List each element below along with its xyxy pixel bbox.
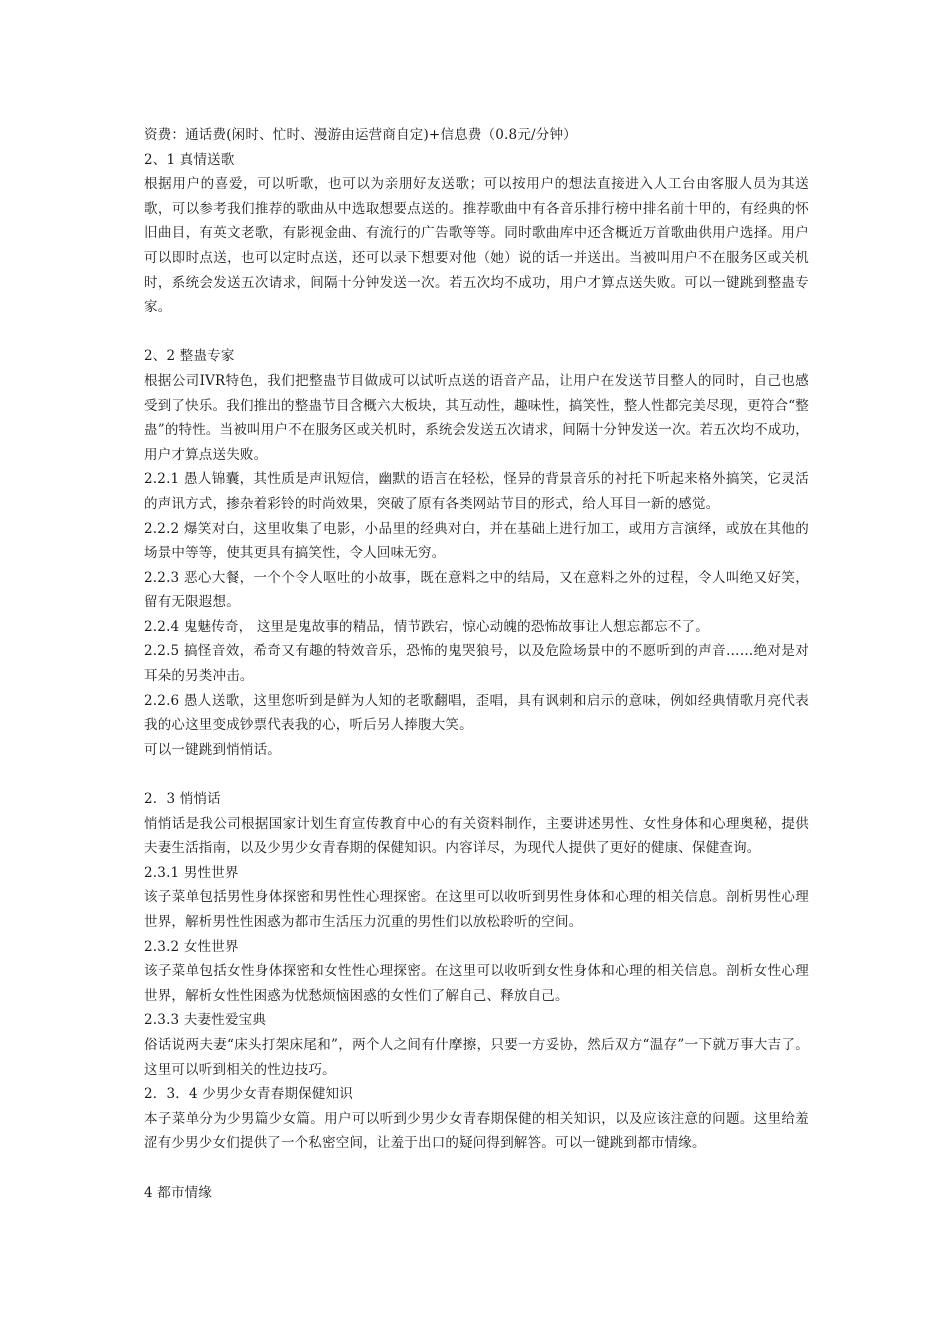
item-2-2-6: 2.2.6 愚人送歌，这里您听到是鲜为人知的老歌翻唱，歪唱，具有讽刺和启示的意味，例如经典情歌月亮代表我的心这里变成钞票代表我的心，听后另人捧腹大笑。 (144, 692, 809, 734)
subheading-2-3-4: 2．3．4 少男少女青春期保健知识 (144, 1086, 353, 1103)
section-2-2-paragraph: 根据公司IVR特色，我们把整蛊节目做成可以试听点送的语音产品，让用户在发送节目整人的同时，自己也感受到了快乐。我们推出的整蛊节目含概六大板块，其互动性，趣味性，搞笑性，整人性都完美尽现，更符合“整蛊”的特性。当被叫用户不在服务区或关机时，系统会发送五次请求，间隔十分钟发送一次。若五次均不成功，用户才算点送失败。 (144, 372, 809, 463)
subheading-2-3-2: 2.3.2 女性世界 (144, 938, 239, 955)
item-2-3-4-paragraph: 本子菜单分为少男篇少女篇。用户可以听到少男少女青春期保健的相关知识，以及应该注意的问题。这里给羞涩有少男少女们提供了一个私密空间，让羞于出口的疑问得到解答。可以一键跳到都市情缘。 (144, 1110, 809, 1152)
fee-line: 资费：通话费(闲时、忙时、漫游由运营商自定)+信息费（0.8元/分钟） (144, 127, 577, 143)
jump-note-2-2: 可以一键跳到悄悄话。 (144, 741, 281, 758)
section-heading-4: 4 都市情缘 (144, 1184, 213, 1201)
blank-line (144, 1156, 809, 1181)
section-heading-2-3: 2．3 悄悄话 (144, 791, 221, 808)
subheading-2-3-3: 2.3.3 夫妻性爱宝典 (144, 1012, 267, 1029)
blank-line (144, 762, 809, 787)
item-2-2-2: 2.2.2 爆笑对白，这里收集了电影，小品里的经典对白，并在基础上进行加工，或用方言演绎，或放在其他的场景中等等，使其更具有搞笑性，令人回味无穷。 (144, 520, 809, 562)
section-2-1-paragraph: 根据用户的喜爱，可以听歌，也可以为亲朋好友送歌；可以按用户的想法直接进入人工台由客服人员为其送歌，可以参考我们推荐的歌曲从中选取想要点送的。推荐歌曲中有各音乐排行榜中排名前十甲的，有经典的怀旧曲目，有英文老歌，有影视金曲、有流行的广告歌等等。同时歌曲库中还含概近万首歌曲供用户选择。用户可以即时点送，也可以定时点送，还可以录下想要对他（她）说的话一并送出。当被叫用户不在服务区或关机时，系统会发送五次请求，间隔十分钟发送一次。若五次均不成功，用户才算点送失败。可以一键跳到整蛊专家。 (144, 176, 809, 316)
item-2-3-1-paragraph: 该子菜单包括男性身体探密和男性性心理探密。在这里可以收听到男性身体和心理的相关信息。剖析男性心理世界，解析男性性困惑为都市生活压力沉重的男性们以放松聆听的空间。 (144, 889, 809, 930)
item-2-3-3-paragraph: 俗话说两夫妻“床头打架床尾和”，两个人之间有什摩擦，只要一方妥协，然后双方“温存”一下就万事大吉了。这里可以听到相关的性边技巧。 (144, 1036, 809, 1078)
blank-line (144, 320, 809, 345)
item-2-2-1: 2.2.1 愚人锦囊，其性质是声讯短信，幽默的语言在轻松，怪异的背景音乐的衬托下听起来格外搞笑，它灵活的声讯方式，掺杂着彩铃的时尚效果，突破了原有各类网站节目的形式，给人耳目一新的感觉。 (144, 471, 809, 512)
item-2-2-4: 2.2.4 鬼魅传奇， 这里是鬼故事的精品，情节跌宕，惊心动魄的恐怖故事让人想忘都忘不了。 (144, 618, 709, 635)
section-heading-2-1: 2、1 真情送歌 (144, 151, 235, 168)
item-2-2-5: 2.2.5 搞怪音效，希奇又有趣的特效音乐，恐怖的鬼哭狼号，以及危险场景中的不愿听到的声音……绝对是对耳朵的另类冲击。 (144, 643, 809, 685)
subheading-2-3-1: 2.3.1 男性世界 (144, 864, 239, 881)
item-2-3-2-paragraph: 该子菜单包括女性身体探密和女性性心理探密。在这里可以收听到女性身体和心理的相关信息。剖析女性心理世界，解析女性性困惑为忧愁烦恼困惑的女性们了解自己、释放自己。 (144, 963, 809, 1004)
section-heading-2-2: 2、2 整蛊专家 (144, 348, 235, 365)
document-body (144, 123, 809, 1205)
section-2-3-paragraph: 悄悄话是我公司根据国家计划生育宣传教育中心的有关资料制作，主要讲述男性、女性身体和心理奥秘，提供夫妻生活指南，以及少男少女青春期的保健知识。内容详尽，为现代人提供了更好的健康、保健查询。 (144, 815, 809, 857)
item-2-2-3: 2.2.3 恶心大餐，一个个令人呕吐的小故事，既在意料之中的结局，又在意料之外的过程，令人叫绝又好笑，留有无限遐想。 (144, 569, 809, 611)
